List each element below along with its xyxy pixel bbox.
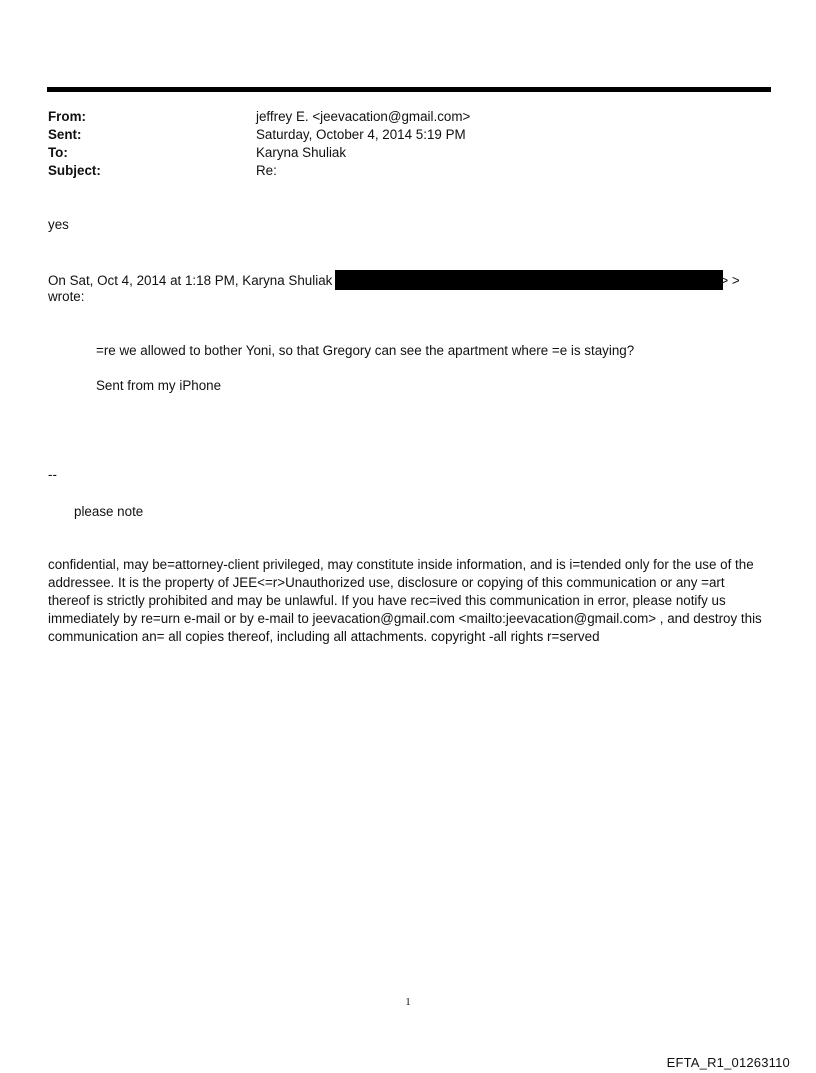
- sent-row: [48, 126, 470, 144]
- quote-intro-wrote: wrote:: [48, 289, 85, 304]
- signature-note: please note: [74, 504, 144, 519]
- from-row: [48, 108, 470, 126]
- document-id: EFTA_R1_01263110: [666, 1055, 790, 1070]
- subject-row: [48, 162, 470, 180]
- subject-label: Subject:: [48, 163, 101, 178]
- subject-value: Re:: [256, 163, 277, 178]
- from-value: jeffrey E. <jeevacation@gmail.com>: [256, 109, 471, 124]
- quoted-message: =re we allowed to bother Yoni, so that Gregory can see the apartment where =e is staying?: [96, 343, 635, 358]
- quote-intro-end: > >: [720, 273, 740, 288]
- page-number: 1: [405, 996, 411, 1008]
- quoted-signature: Sent from my iPhone: [96, 378, 222, 393]
- sent-label: Sent:: [48, 127, 82, 142]
- from-label: From:: [48, 109, 86, 124]
- sent-value: Saturday, October 4, 2014 5:19 PM: [256, 127, 466, 142]
- to-row: [48, 144, 470, 162]
- confidentiality-disclaimer: confidential, may be=attorney-client privileged, may constitute inside information, and is i=tended only for the use of the addressee. It is the property of JEE<=r>Unauthorized use, disclosure or copying of this communication or any =art thereof is strictly prohibited and may be unlawful. If you have rec=ived this communication in error, please notify us immediately by re=urn e-mail or by e-mail to jeevacation@gmail.com <mailto:jeevacation@gmail.com> , and destroy this communication an= all copies thereof, including all attachments. copyright -all rights r=served: [48, 557, 762, 644]
- header-divider-rule: [47, 87, 771, 92]
- to-label: To:: [48, 145, 68, 160]
- email-header: [48, 108, 470, 180]
- redaction-block: [335, 270, 723, 290]
- quote-intro-start: On Sat, Oct 4, 2014 at 1:18 PM, Karyna Shuliak: [48, 273, 333, 288]
- reply-text: yes: [48, 217, 69, 232]
- signature-separator: --: [48, 467, 57, 482]
- to-value: Karyna Shuliak: [256, 145, 347, 160]
- quote-intro: [48, 270, 748, 290]
